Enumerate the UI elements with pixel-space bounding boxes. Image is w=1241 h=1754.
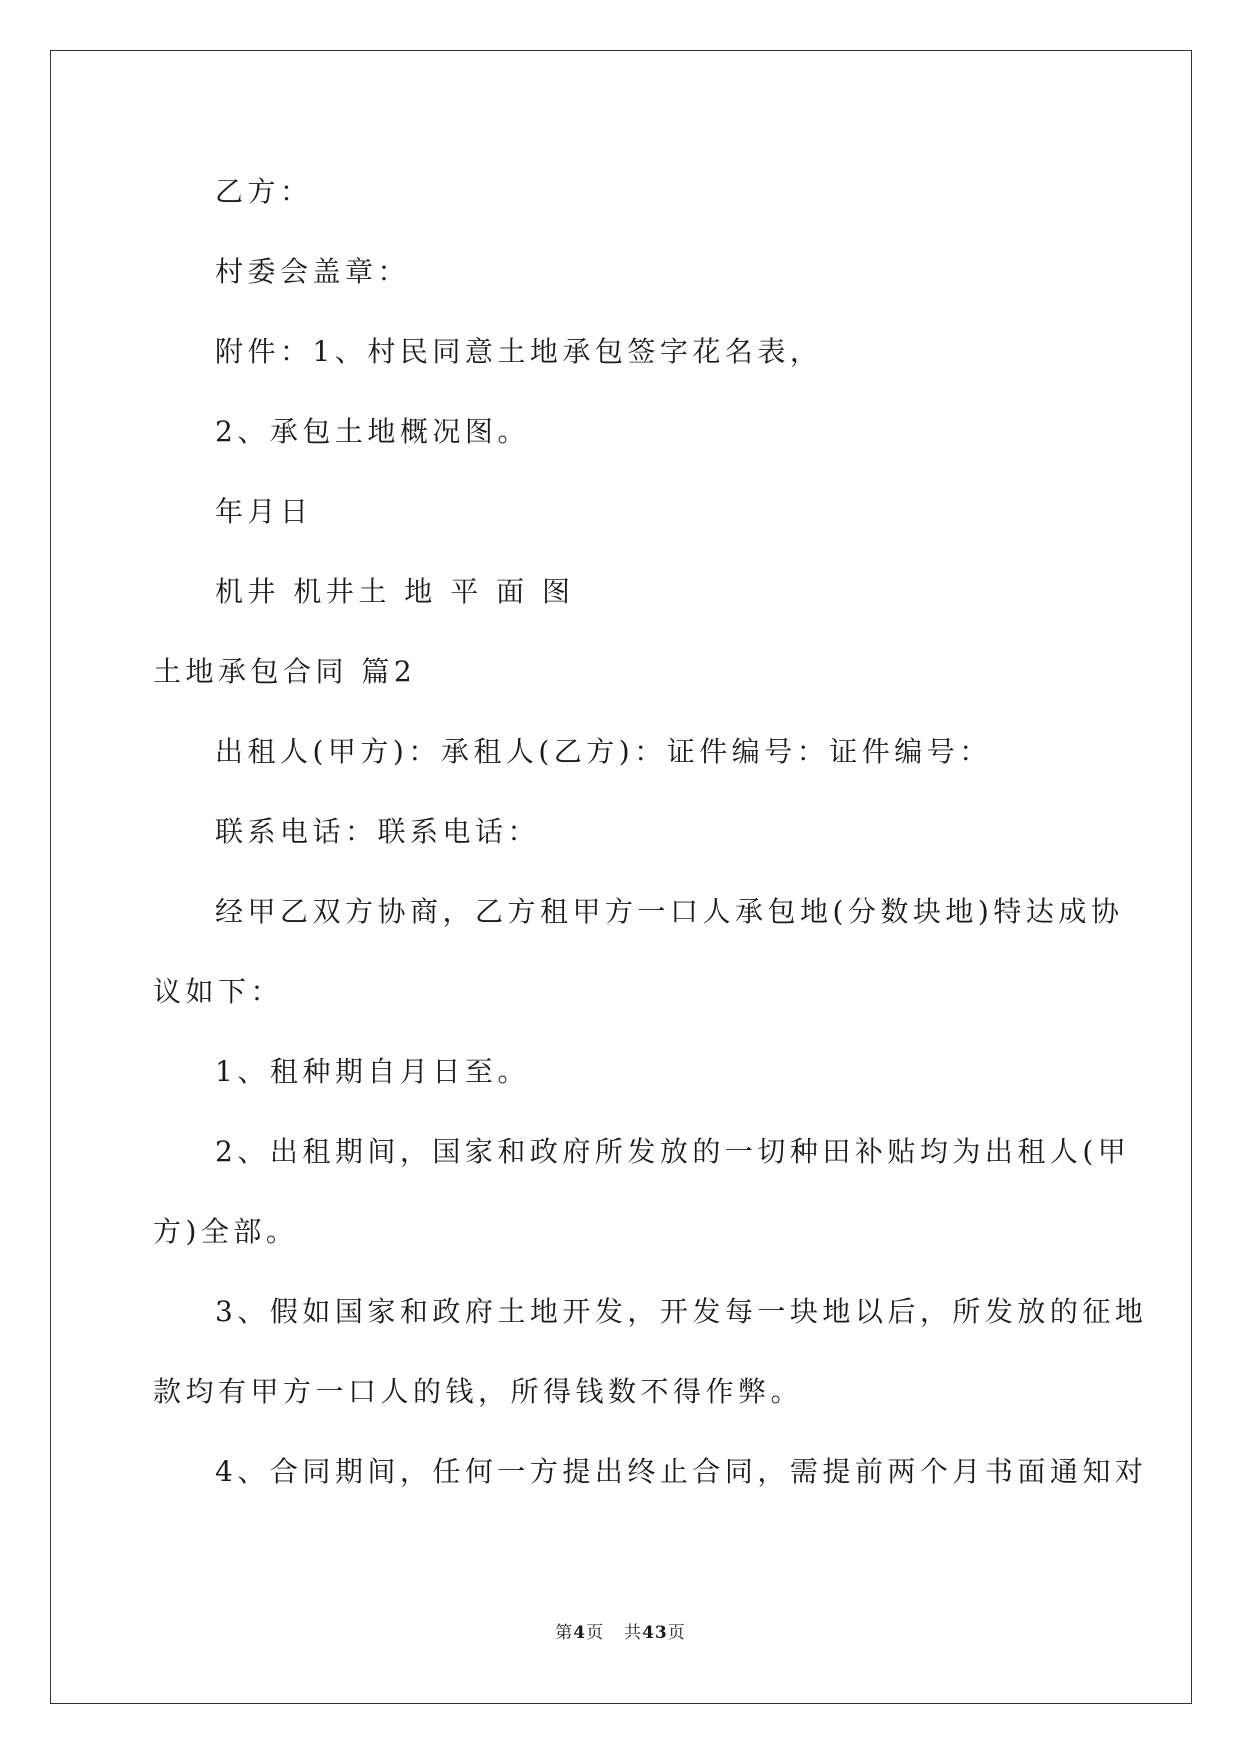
village-committee-seal-label: 村委会盖章： xyxy=(215,255,411,288)
page-number: 4 xyxy=(573,1623,587,1643)
total-prefix: 共 xyxy=(624,1623,643,1643)
clause-3: 3、假如国家和政府土地开发，开发每一块地以后，所发放的征地 xyxy=(215,1295,1148,1328)
attachment-1: 附件：1、村民同意土地承包签字花名表， xyxy=(215,335,823,368)
date-line: 年月日 xyxy=(215,495,313,528)
attachment-2: 2、承包土地概况图。 xyxy=(215,415,530,448)
parties-line: 出租人(甲方)：承租人(乙方)：证件编号：证件编号： xyxy=(215,735,992,768)
total-pages: 43 xyxy=(642,1623,668,1643)
clause-2: 2、出租期间，国家和政府所发放的一切种田补贴均为出租人(甲 xyxy=(215,1135,1131,1168)
page-prefix: 第 xyxy=(555,1623,574,1643)
party-b-label: 乙方： xyxy=(215,175,313,208)
land-plan-caption: 机井 机井土 地 平 面 图 xyxy=(215,575,575,608)
contact-phone-line: 联系电话：联系电话： xyxy=(215,815,541,848)
clause-4: 4、合同期间，任何一方提出终止合同，需提前两个月书面通知对 xyxy=(215,1455,1148,1488)
agreement-intro-cont: 议如下： xyxy=(153,975,284,1008)
page-suffix: 页 xyxy=(586,1623,605,1643)
page-footer xyxy=(0,1625,1241,1642)
section-heading: 土地承包合同 篇2 xyxy=(153,655,417,688)
clause-2-cont: 方)全部。 xyxy=(153,1215,299,1248)
clause-3-cont: 款均有甲方一口人的钱，所得钱数不得作弊。 xyxy=(153,1375,804,1408)
clause-1: 1、租种期自月日至。 xyxy=(215,1055,530,1088)
agreement-intro: 经甲乙双方协商，乙方租甲方一口人承包地(分数块地)特达成协 xyxy=(215,895,1124,928)
total-suffix: 页 xyxy=(667,1623,686,1643)
